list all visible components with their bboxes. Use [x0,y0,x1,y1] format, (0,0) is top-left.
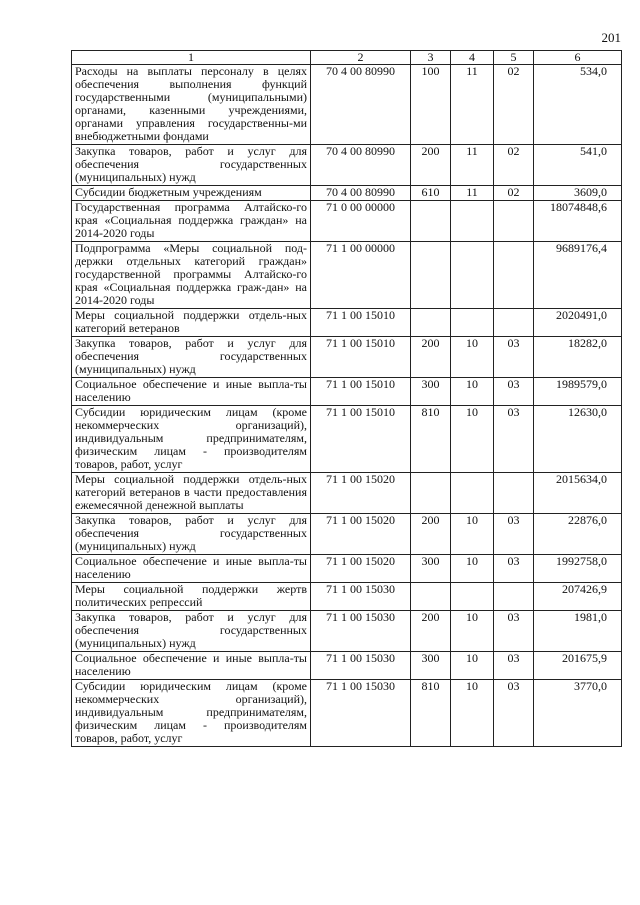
cell-subsection: 03 [494,555,534,583]
cell-expense-type [411,242,451,309]
cell-subsection: 03 [494,378,534,406]
cell-subsection [494,242,534,309]
table-row [72,337,622,378]
cell-code: 71 1 00 15010 [311,309,411,337]
cell-amount: 3609,0 [534,186,622,201]
cell-section: 10 [451,680,494,747]
cell-expense-type: 200 [411,145,451,186]
cell-code: 71 1 00 15020 [311,473,411,514]
cell-code: 71 1 00 15020 [311,555,411,583]
cell-expense-type: 200 [411,514,451,555]
cell-section: 10 [451,652,494,680]
cell-expense-type: 300 [411,378,451,406]
cell-code: 70 4 00 80990 [311,186,411,201]
table-row [72,242,622,309]
cell-subsection [494,309,534,337]
cell-amount: 2020491,0 [534,309,622,337]
table-row [72,145,622,186]
cell-expense-type: 300 [411,555,451,583]
cell-code: 70 4 00 80990 [311,65,411,145]
cell-amount: 3770,0 [534,680,622,747]
cell-amount: 207426,9 [534,583,622,611]
cell-expense-type [411,583,451,611]
cell-subsection [494,583,534,611]
cell-section [451,583,494,611]
cell-amount: 1981,0 [534,611,622,652]
cell-name: Расходы на выплаты персоналу в целях обеспечения выполнения функций государственными (муниципальными) органами, казенными учреждениями, органами управления государственны-ми внебюджетными фондами [72,65,311,145]
cell-subsection: 03 [494,611,534,652]
table-row [72,680,622,747]
cell-amount: 1992758,0 [534,555,622,583]
cell-code: 71 1 00 00000 [311,242,411,309]
cell-amount: 534,0 [534,65,622,145]
cell-subsection [494,473,534,514]
cell-section [451,309,494,337]
cell-amount: 541,0 [534,145,622,186]
cell-expense-type [411,309,451,337]
cell-section: 11 [451,145,494,186]
table-row [72,611,622,652]
cell-name: Закупка товаров, работ и услуг для обеспечения государственных (муниципальных) нужд [72,611,311,652]
table-row [72,583,622,611]
cell-amount: 1989579,0 [534,378,622,406]
table-row [72,406,622,473]
cell-expense-type: 610 [411,186,451,201]
cell-name: Закупка товаров, работ и услуг для обеспечения государственных (муниципальных) нужд [72,337,311,378]
header-col-3: 3 [411,51,451,65]
table-body [72,65,622,747]
table-row [72,309,622,337]
header-col-5: 5 [494,51,534,65]
cell-amount: 18282,0 [534,337,622,378]
cell-amount: 18074848,6 [534,201,622,242]
cell-subsection: 03 [494,680,534,747]
cell-name: Меры социальной поддержки отдель-ных категорий ветеранов в части предоставления ежемесячной денежной выплаты [72,473,311,514]
cell-name: Меры социальной поддержки отдель-ных категорий ветеранов [72,309,311,337]
budget-table [71,50,622,747]
cell-expense-type: 300 [411,652,451,680]
cell-amount: 22876,0 [534,514,622,555]
cell-section: 10 [451,406,494,473]
cell-code: 71 1 00 15010 [311,337,411,378]
cell-section: 11 [451,186,494,201]
cell-subsection: 03 [494,652,534,680]
cell-amount: 2015634,0 [534,473,622,514]
cell-section: 11 [451,65,494,145]
table-row [72,65,622,145]
header-col-1: 1 [72,51,311,65]
cell-expense-type: 200 [411,611,451,652]
cell-name: Подпрограмма «Меры социальной под-держки отдельных категорий граждан» государственной программы Алтайско-го края «Социальная поддержка граж-дан» на 2014-2020 годы [72,242,311,309]
cell-code: 71 0 00 00000 [311,201,411,242]
cell-subsection: 03 [494,337,534,378]
cell-expense-type [411,201,451,242]
cell-section: 10 [451,514,494,555]
cell-expense-type: 100 [411,65,451,145]
cell-section: 10 [451,337,494,378]
page-number: 201 [601,30,621,45]
cell-code: 70 4 00 80990 [311,145,411,186]
cell-subsection: 03 [494,514,534,555]
cell-code: 71 1 00 15030 [311,611,411,652]
table-row [72,378,622,406]
cell-section: 10 [451,378,494,406]
table-row [72,186,622,201]
cell-subsection [494,201,534,242]
table-row [72,514,622,555]
cell-name: Субсидии юридическим лицам (кроме некоммерческих организаций), индивидуальным предпринимателям, физическим лицам - производителям товаров, работ, услуг [72,406,311,473]
cell-expense-type [411,473,451,514]
cell-code: 71 1 00 15020 [311,514,411,555]
cell-subsection: 02 [494,65,534,145]
cell-subsection: 02 [494,145,534,186]
cell-section [451,242,494,309]
cell-section: 10 [451,555,494,583]
cell-section [451,473,494,514]
cell-name: Социальное обеспечение и иные выпла-ты населению [72,555,311,583]
cell-subsection: 02 [494,186,534,201]
cell-section [451,201,494,242]
cell-code: 71 1 00 15030 [311,583,411,611]
cell-name: Государственная программа Алтайско-го края «Социальная поддержка граждан» на 2014-2020 годы [72,201,311,242]
table-header-row [72,51,622,65]
table-row [72,201,622,242]
cell-code: 71 1 00 15010 [311,406,411,473]
cell-code: 71 1 00 15010 [311,378,411,406]
cell-name: Закупка товаров, работ и услуг для обеспечения государственных (муниципальных) нужд [72,145,311,186]
cell-amount: 9689176,4 [534,242,622,309]
cell-code: 71 1 00 15030 [311,652,411,680]
cell-subsection: 03 [494,406,534,473]
cell-name: Закупка товаров, работ и услуг для обеспечения государственных (муниципальных) нужд [72,514,311,555]
cell-amount: 201675,9 [534,652,622,680]
cell-expense-type: 810 [411,406,451,473]
header-col-6: 6 [534,51,622,65]
table-row [72,473,622,514]
header-col-4: 4 [451,51,494,65]
cell-name: Субсидии бюджетным учреждениям [72,186,311,201]
table-row [72,652,622,680]
cell-name: Социальное обеспечение и иные выпла-ты населению [72,652,311,680]
cell-expense-type: 810 [411,680,451,747]
cell-name: Меры социальной поддержки жертв политических репрессий [72,583,311,611]
cell-expense-type: 200 [411,337,451,378]
cell-name: Социальное обеспечение и иные выпла-ты населению [72,378,311,406]
table-row [72,555,622,583]
header-col-2: 2 [311,51,411,65]
cell-name: Субсидии юридическим лицам (кроме некоммерческих организаций), индивидуальным предпринимателям, физическим лицам - производителям товаров, работ, услуг [72,680,311,747]
cell-section: 10 [451,611,494,652]
cell-amount: 12630,0 [534,406,622,473]
cell-code: 71 1 00 15030 [311,680,411,747]
